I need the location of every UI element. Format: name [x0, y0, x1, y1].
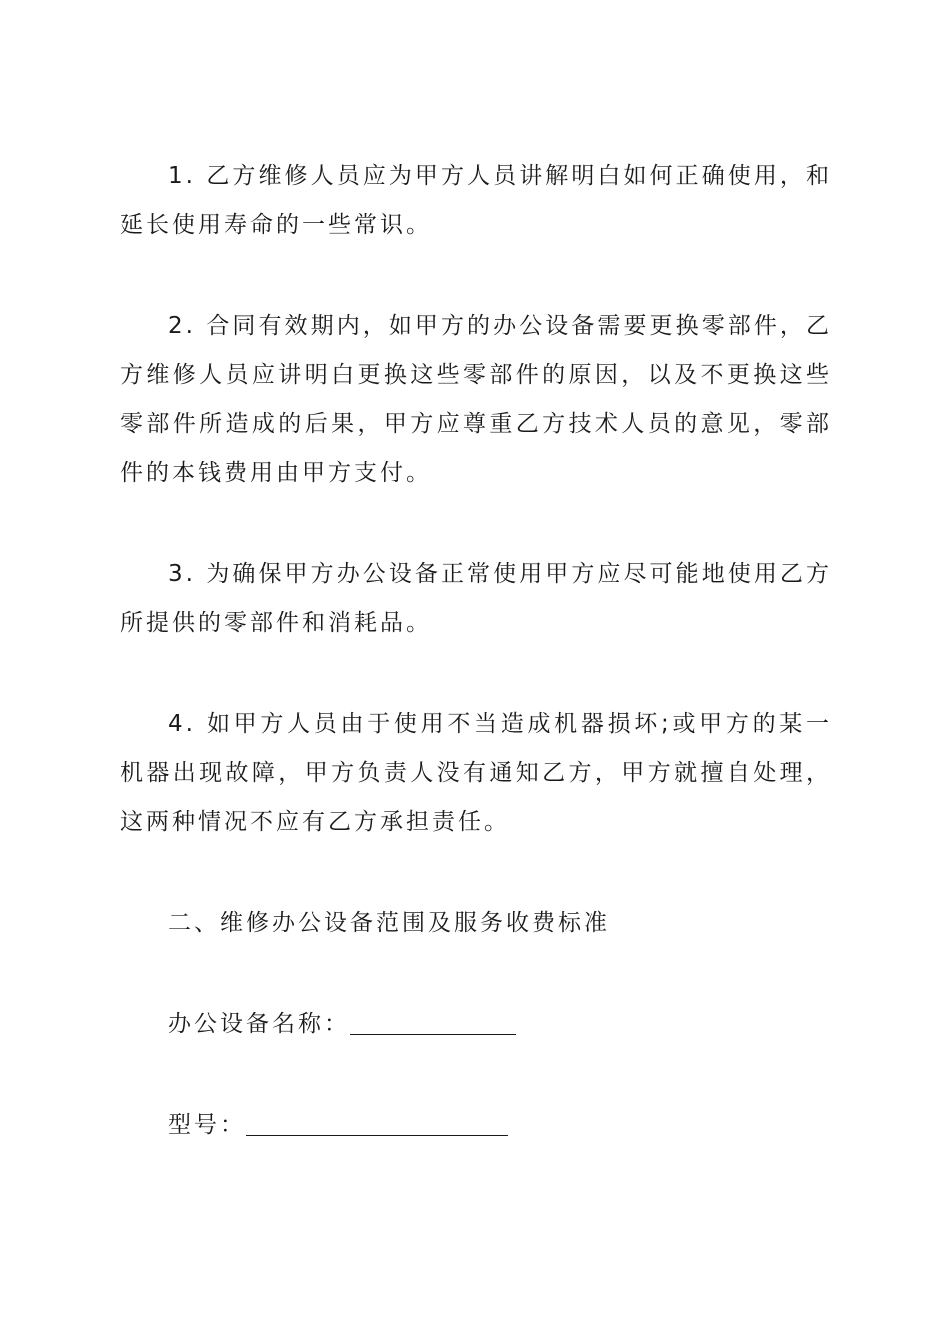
clause-1: 1. 乙方维修人员应为甲方人员讲解明白如何正确使用，和延长使用寿命的一些常识。: [120, 163, 832, 238]
clause-4: 4. 如甲方人员由于使用不当造成机器损坏;或甲方的某一机器出现故障，甲方负责人没有通知乙方，甲方就擅自处理，这两种情况不应有乙方承担责任。: [120, 711, 832, 835]
document-body: [120, 152, 832, 1202]
equipment-name-blank: [350, 1034, 516, 1035]
model-field: [120, 1101, 832, 1150]
section-heading: 二、维修办公设备范围及服务收费标准: [168, 910, 610, 936]
equipment-name-field: [120, 1000, 832, 1049]
clause-2: 2. 合同有效期内，如甲方的办公设备需要更换零部件，乙方维修人员应讲明白更换这些零部件的原因，以及不更换这些零部件所造成的后果，甲方应尊重乙方技术人员的意见，零部件的本钱费用由甲方支付。: [120, 313, 832, 486]
clause-3: 3. 为确保甲方办公设备正常使用甲方应尽可能地使用乙方所提供的零部件和消耗品。: [120, 561, 832, 636]
model-label: 型号：: [168, 1112, 246, 1138]
equipment-name-label: 办公设备名称：: [168, 1011, 350, 1037]
model-blank: [246, 1135, 508, 1136]
